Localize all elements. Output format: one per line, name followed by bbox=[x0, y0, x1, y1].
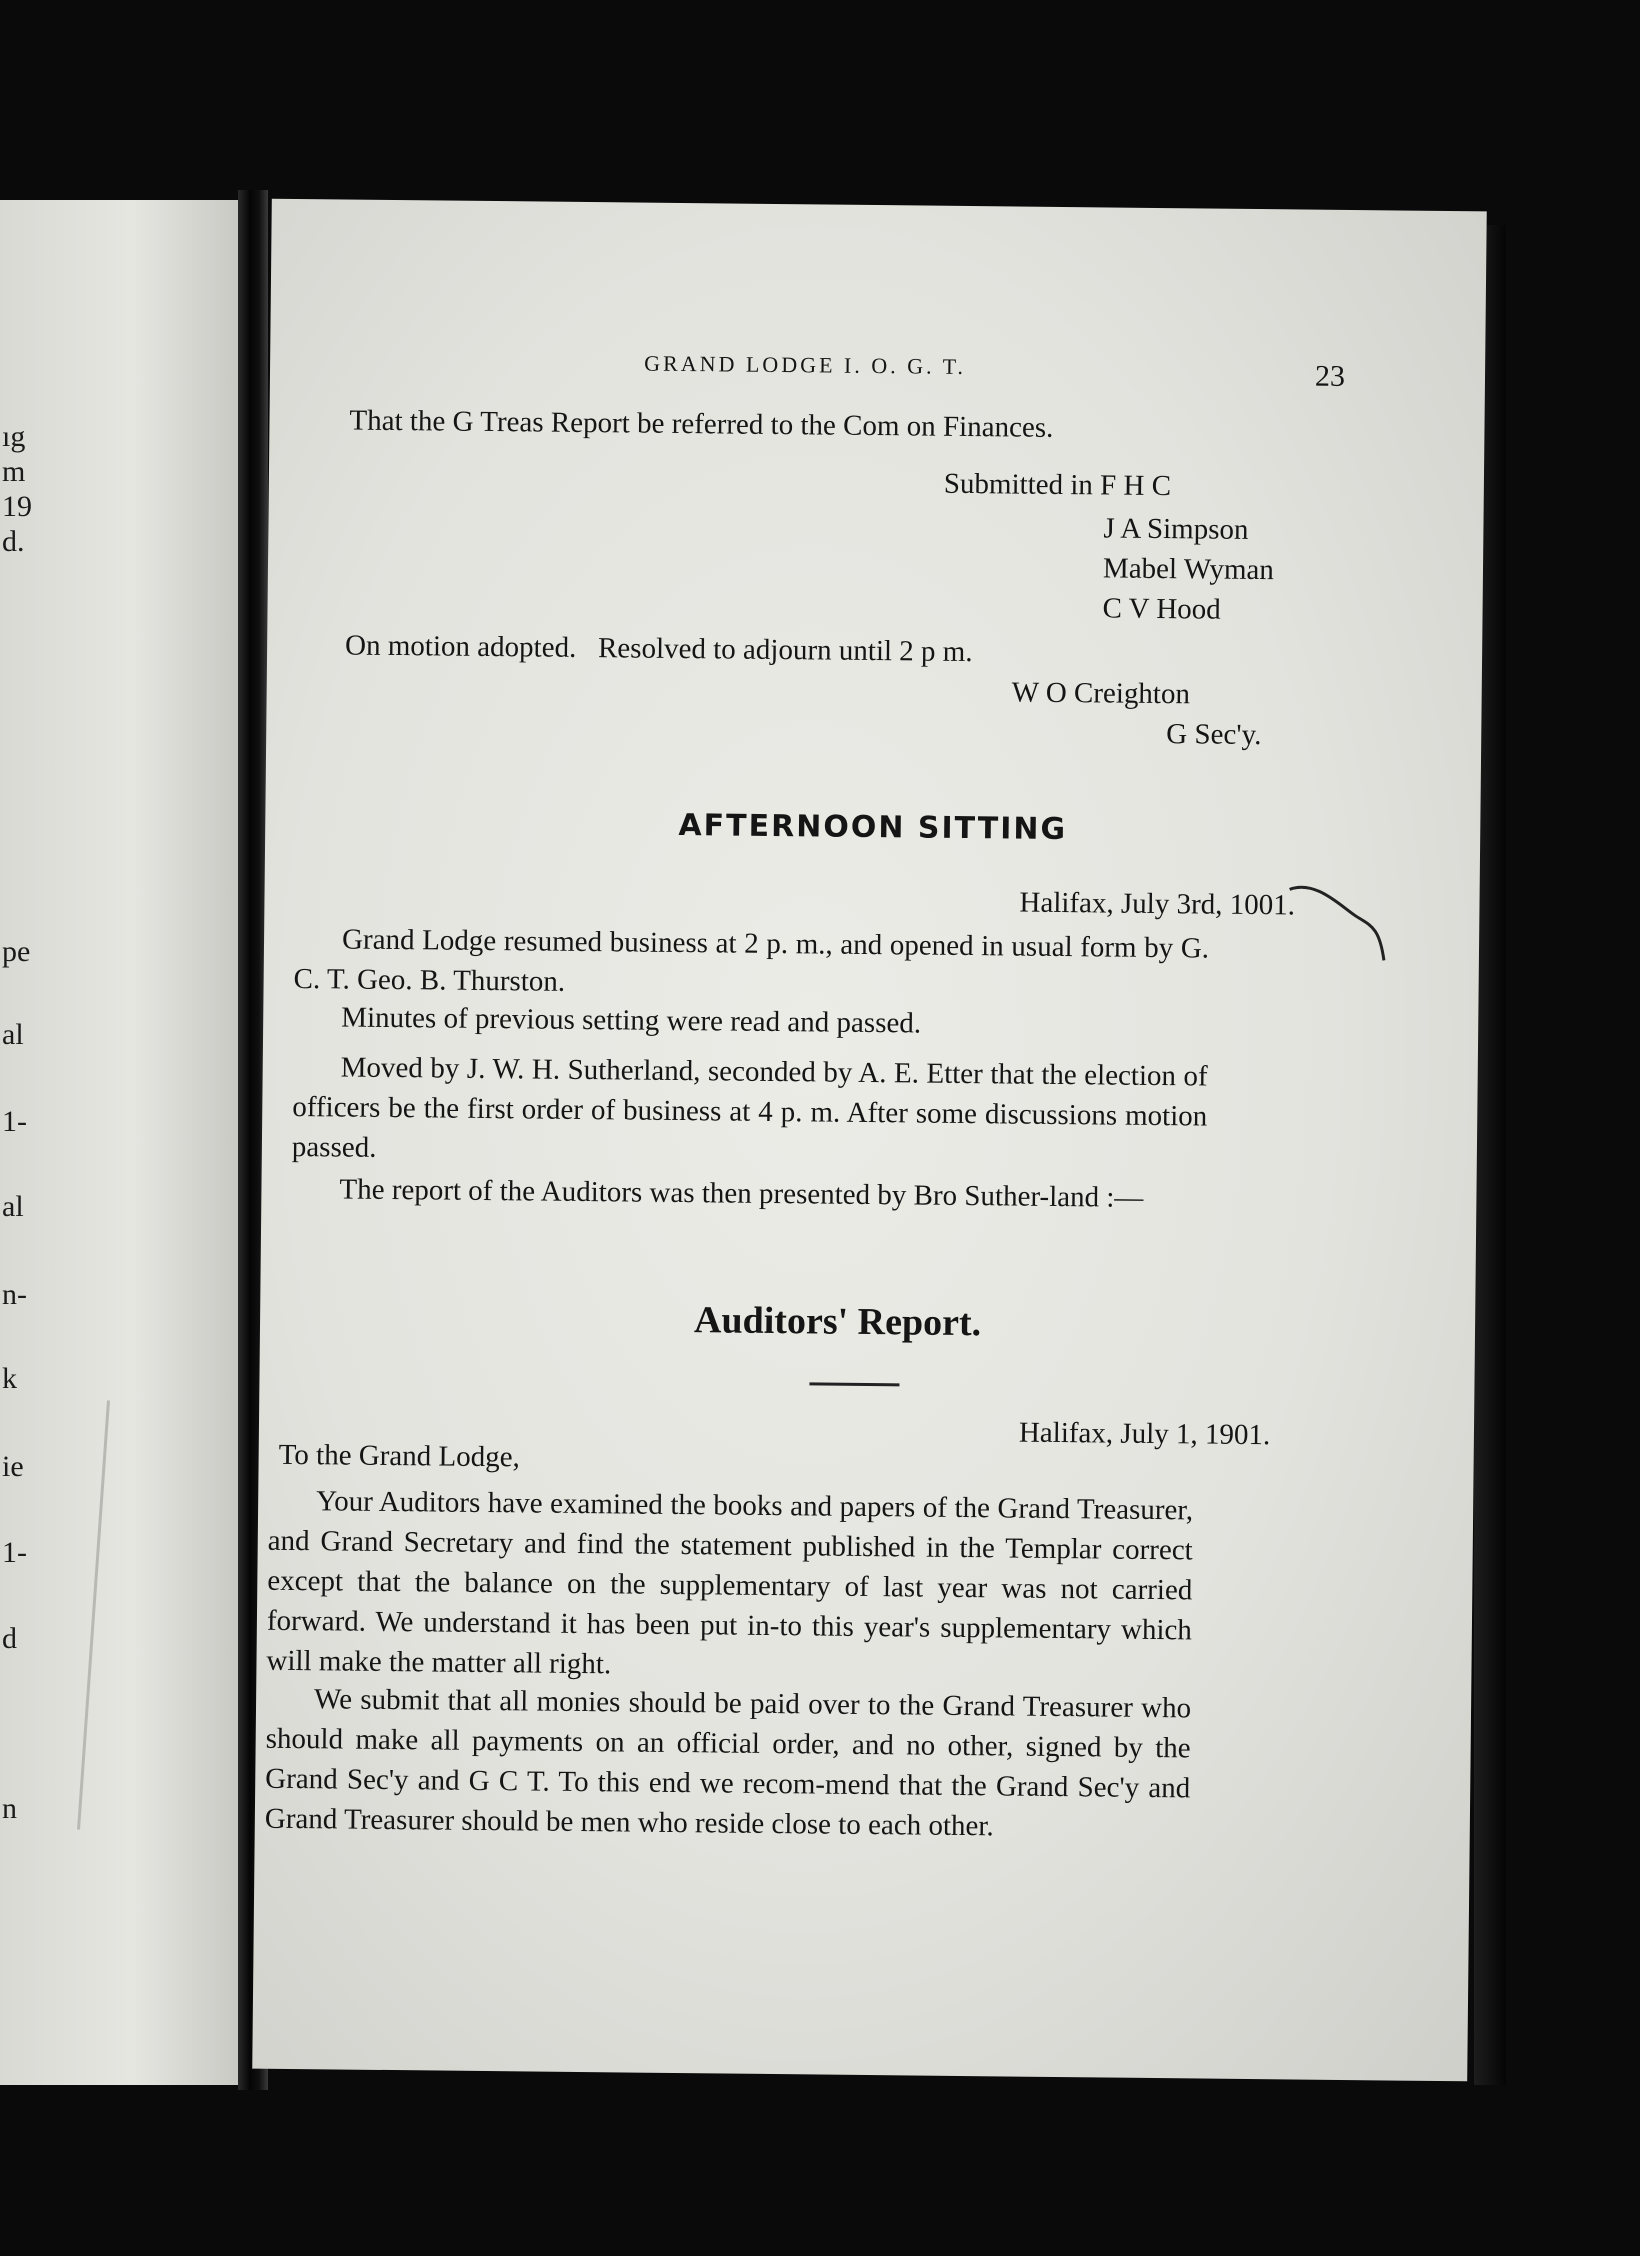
secretary-title: G Sec'y. bbox=[1166, 718, 1262, 752]
left-fragment: d. bbox=[2, 525, 25, 558]
left-fragment: 1- bbox=[2, 1536, 27, 1569]
left-fragment: m bbox=[2, 455, 26, 488]
afternoon-paragraph: Minutes of previous setting were read and passed. bbox=[341, 1001, 922, 1040]
submitted-line: Submitted in F H C bbox=[943, 467, 1172, 503]
left-fragment: d bbox=[2, 1622, 17, 1655]
left-fragment: al bbox=[2, 1190, 24, 1223]
auditors-paragraph: Your Auditors have examined the books and papers of the Grand Treasurer, and Grand Secretary and find the statement published in the Templar correct except that the balance on the supplementary of last year was not carried forward. We understand it has been put in-to this year's supplementary which will make the matter all right. bbox=[266, 1485, 1194, 1681]
left-fragment: pe bbox=[2, 935, 31, 968]
afternoon-paragraph: Moved by J. W. H. Sutherland, seconded by A. E. Etter that the election of officers be the first order of business at 4 p. m. After some discussions motion passed. bbox=[291, 1051, 1208, 1164]
left-fragment: n bbox=[2, 1792, 17, 1825]
previous-page-edge bbox=[0, 200, 240, 2085]
left-fragment: n- bbox=[2, 1278, 27, 1311]
section-divider bbox=[809, 1382, 899, 1386]
left-fragment: 19 bbox=[2, 490, 32, 523]
salutation: To the Grand Lodge, bbox=[278, 1438, 521, 1474]
adjourn-line: On motion adopted. Resolved to adjourn until 2 p m. bbox=[344, 629, 973, 669]
left-fragment: ie bbox=[2, 1450, 24, 1483]
ink-squiggle bbox=[1284, 879, 1395, 970]
pencil-line bbox=[77, 1400, 110, 1829]
auditors-paragraph: We submit that all monies should be paid over to the Grand Treasurer who should make all payments on an official order, and no other, signed by the Grand Sec'y and G C T. To this end we recom-mend that the Grand Sec'y and Grand Treasurer should be men who reside close to each other. bbox=[264, 1683, 1192, 1843]
left-fragment: ıg bbox=[2, 420, 26, 453]
left-fragment: 1- bbox=[2, 1105, 27, 1138]
auditors-heading: Auditors' Report. bbox=[693, 1299, 982, 1345]
signatory: C V Hood bbox=[1102, 592, 1221, 626]
left-fragment: al bbox=[2, 1018, 24, 1051]
running-head: GRAND LODGE I. O. G. T. bbox=[644, 350, 967, 379]
page-number: 23 bbox=[1314, 359, 1346, 393]
afternoon-dateline: Halifax, July 3rd, 1001. bbox=[1019, 886, 1296, 922]
secretary-name: W O Creighton bbox=[1011, 676, 1191, 711]
signatory: Mabel Wyman bbox=[1102, 552, 1275, 587]
afternoon-paragraph: Grand Lodge resumed business at 2 p. m., and opened in usual form by G. C. T. Geo. B. Thurston. bbox=[293, 923, 1210, 998]
document-page bbox=[252, 199, 1487, 2082]
afternoon-paragraph: The report of the Auditors was then presented by Bro Suther-land :— bbox=[339, 1173, 1144, 1214]
afternoon-heading: AFTERNOON SITTING bbox=[678, 807, 1068, 848]
auditors-dateline: Halifax, July 1, 1901. bbox=[1018, 1416, 1271, 1452]
left-fragment: k bbox=[2, 1362, 17, 1395]
motion-text: That the G Treas Report be referred to the Com on Finances. bbox=[349, 404, 1054, 444]
signatory: J A Simpson bbox=[1103, 512, 1249, 546]
